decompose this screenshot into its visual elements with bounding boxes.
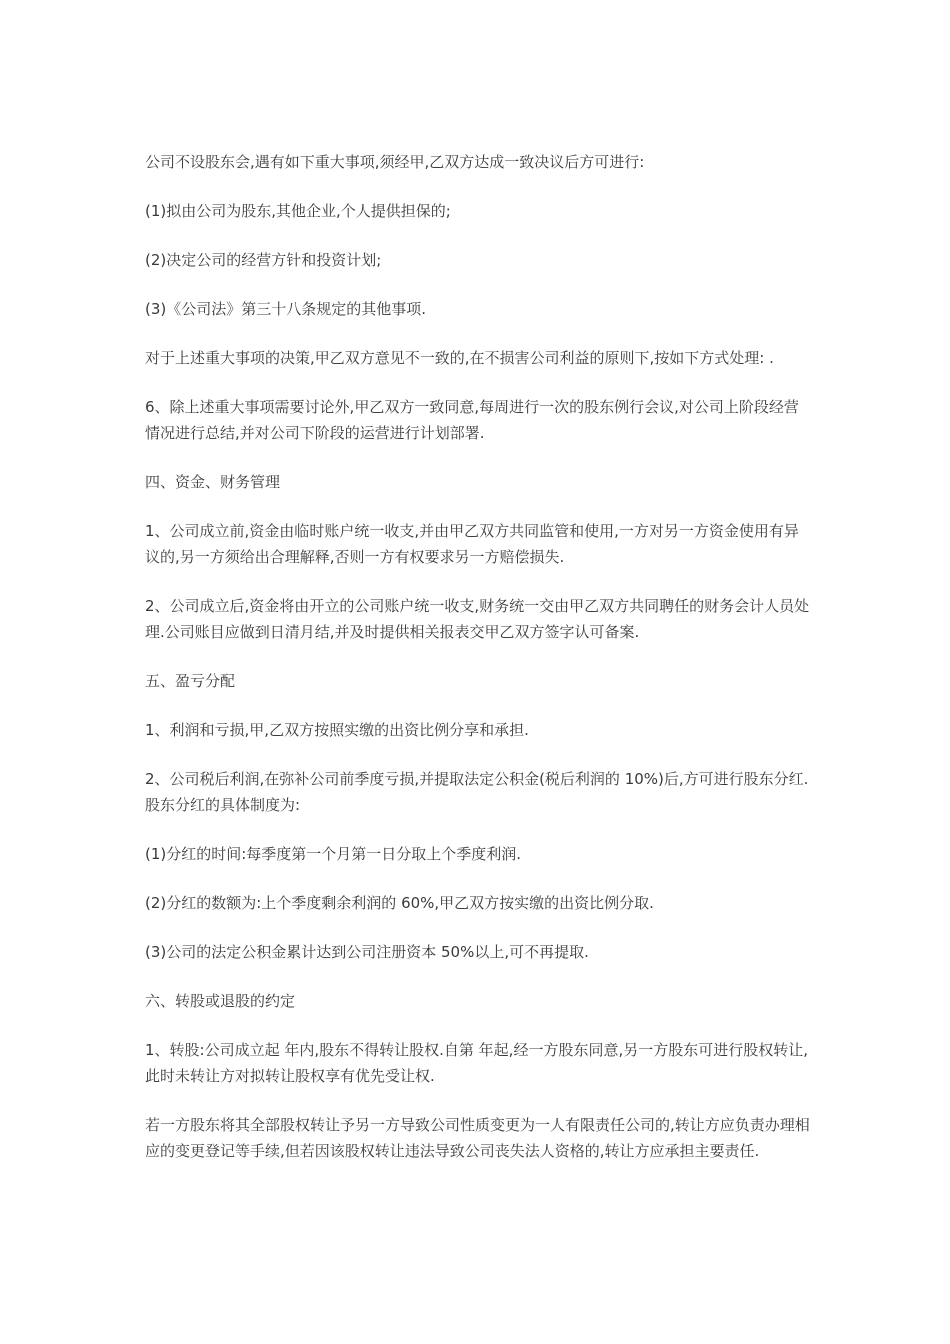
section-heading-finance: 四、资金、财务管理 — [145, 473, 281, 491]
paragraph-transfer-liability: 若一方股东将其全部股权转让予另一方导致公司性质变更为一人有限责任公司的,转让方应负责办理相应的变更登记等手续,但若因该股权转让违法导致公司丧失法人资格的,转让方应承担主要责任. — [145, 1116, 810, 1160]
section-heading-profit: 五、盈亏分配 — [145, 672, 236, 690]
paragraph-profit-share: 1、利润和亏损,甲,乙双方按照实缴的出资比例分享和承担. — [145, 721, 529, 739]
section-heading-transfer: 六、转股或退股的约定 — [145, 992, 296, 1010]
paragraph-transfer-rule: 1、转股:公司成立起 年内,股东不得转让股权.自第 年起,经一方股东同意,另一方股东可进行股权转让,此时未转让方对拟转让股权享有优先受让权. — [145, 1041, 808, 1085]
paragraph-dividend-rule: 2、公司税后利润,在弥补公司前季度亏损,并提取法定公积金(税后利润的 10%)后,方可进行股东分红.股东分红的具体制度为: — [145, 770, 809, 814]
paragraph-disagreement: 对于上述重大事项的决策,甲乙双方意见不一致的,在不损害公司利益的原则下,按如下方式处理: . — [145, 349, 774, 367]
paragraph-dividend-amount: (2)分红的数额为:上个季度剩余利润的 60%,甲乙双方按实缴的出资比例分取. — [145, 894, 654, 912]
paragraph-item-guarantee: (1)拟由公司为股东,其他企业,个人提供担保的; — [145, 202, 451, 220]
paragraph-dividend-time: (1)分红的时间:每季度第一个月第一日分取上个季度利润. — [145, 845, 522, 863]
paragraph-item-policy: (2)决定公司的经营方针和投资计划; — [145, 251, 382, 269]
paragraph-finance-before: 1、公司成立前,资金由临时账户统一收支,并由甲乙双方共同监管和使用,一方对另一方资金使用有异议的,另一方须给出合理解释,否则一方有权要求另一方赔偿损失. — [145, 522, 799, 566]
paragraph-item-other: (3)《公司法》第三十八条规定的其他事项. — [145, 300, 427, 318]
document-body — [145, 149, 813, 1187]
paragraph-decision-rule: 公司不设股东会,遇有如下重大事项,须经甲,乙双方达成一致决议后方可进行: — [145, 153, 645, 171]
paragraph-weekly-meeting: 6、除上述重大事项需要讨论外,甲乙双方一致同意,每周进行一次的股东例行会议,对公司上阶段经营情况进行总结,并对公司下阶段的运营进行计划部署. — [145, 398, 799, 442]
paragraph-reserve: (3)公司的法定公积金累计达到公司注册资本 50%以上,可不再提取. — [145, 943, 589, 961]
paragraph-finance-after: 2、公司成立后,资金将由开立的公司账户统一收支,财务统一交由甲乙双方共同聘任的财务会计人员处理.公司账目应做到日清月结,并及时提供相关报表交甲乙双方签字认可备案. — [145, 597, 810, 641]
